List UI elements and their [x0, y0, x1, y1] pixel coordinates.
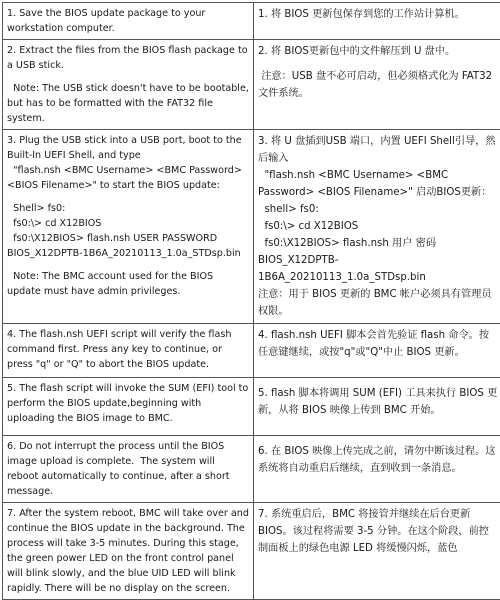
table-row — [3, 436, 500, 503]
english-cell — [3, 3, 254, 40]
note-text: Note: The BMC account used for the BIOS update must have admin privileges. — [7, 269, 249, 299]
step-text: 5. The flash script will invoke the SUM (EFI) tool to perform the BIOS update,beginning with uploading the BIOS image to BMC. — [7, 381, 249, 426]
table-row — [3, 3, 500, 40]
step-text: 7. After the system reboot, BMC will take over and continue the BIOS update in the background. The process will take 3-5 minutes. During this stage, the green power LED on the front control panel will blink slowly, and the blue UID LED will blink rapidly. There will be no display on the screen. — [7, 506, 249, 596]
step-text: 2. Extract the files from the BIOS flash package to a USB stick. — [7, 43, 249, 73]
step-text: 3. Plug the USB stick into a USB port, boot to the Built-In UEFI Shell, and type "flash.nsh <BMC Username> <BMC Password> <BIOS Filename>" to start the BIOS update: — [7, 133, 249, 193]
chinese-cell — [254, 40, 500, 130]
step-text: 3. 将 U 盘插到USB 端口，内置 UEFI Shell引导，然后输入 "flash.nsh <BMC Username> <BMC Password> <BIOS Filename>" 启动BIOS更新： shell> fs0: fs0:\> cd X12BIOS fs0:\X12BIOS> flash.nsh 用户 密码 BIOS_X12DPTB-1B6A_20210113_1.0a_STDsp.bin 注意：用于 BIOS 更新的 BMC 帐户必须具有管理员权限。 — [258, 133, 498, 320]
bios-instructions-table — [2, 2, 500, 600]
chinese-cell — [254, 3, 500, 40]
english-cell — [3, 503, 254, 600]
chinese-cell — [254, 503, 500, 600]
table-row — [3, 130, 500, 324]
english-cell — [3, 324, 254, 378]
note-text: 注意：USB 盘不必可启动，但必须格式化为 FAT32 文件系统。 — [258, 68, 498, 102]
table-row — [3, 503, 500, 600]
step-text: 6. Do not interrupt the process until the BIOS image upload is complete. The system will reboot automatically to continue, after a short message. — [7, 439, 249, 499]
step-text: 1. Save the BIOS update package to your workstation computer. — [7, 6, 249, 36]
chinese-cell — [254, 378, 500, 436]
step-text: 1. 将 BIOS 更新包保存到您的工作站计算机。 — [258, 6, 498, 23]
english-cell — [3, 378, 254, 436]
note-text: Note: The USB stick doesn't have to be bootable, but has to be formatted with the FAT32 file system. — [7, 81, 249, 126]
table-row — [3, 40, 500, 130]
english-cell — [3, 436, 254, 503]
chinese-cell — [254, 324, 500, 378]
table-row — [3, 324, 500, 378]
table-row — [3, 378, 500, 436]
step-text: 4. flash.nsh UEFI 脚本会首先验证 flash 命令。按任意键继续，或按"q"或"Q"中止 BIOS 更新。 — [258, 327, 498, 361]
step-text: 7. 系统重启后，BMC 将接管并继续在后台更新 BIOS。该过程将需要 3-5 分钟。在这个阶段，前控制面板上的绿色电源 LED 将缓慢闪烁，蓝色 — [258, 506, 498, 557]
step-text: 6. 在 BIOS 映像上传完成之前，请勿中断该过程。这系统将自动重启后继续，直到收到一条消息。 — [258, 443, 498, 477]
english-cell — [3, 40, 254, 130]
step-text: 2. 将 BIOS更新包中的文件解压到 U 盘中。 — [258, 43, 498, 60]
english-cell — [3, 130, 254, 324]
shell-commands: Shell> fs0: fs0:\> cd X12BIOS fs0:\X12BIOS> flash.nsh USER PASSWORD BIOS_X12DPTB-1B6A_20210113_1.0a_STDsp.bin — [7, 201, 249, 261]
step-text: 4. The flash.nsh UEFI script will verify the flash command first. Press any key to continue, or press "q" or "Q" to abort the BIOS update. — [7, 327, 249, 372]
chinese-cell — [254, 130, 500, 324]
chinese-cell — [254, 436, 500, 503]
step-text: 5. flash 脚本将调用 SUM (EFI) 工具来执行 BIOS 更新，从将 BIOS 映像上传到 BMC 开始。 — [258, 385, 498, 419]
